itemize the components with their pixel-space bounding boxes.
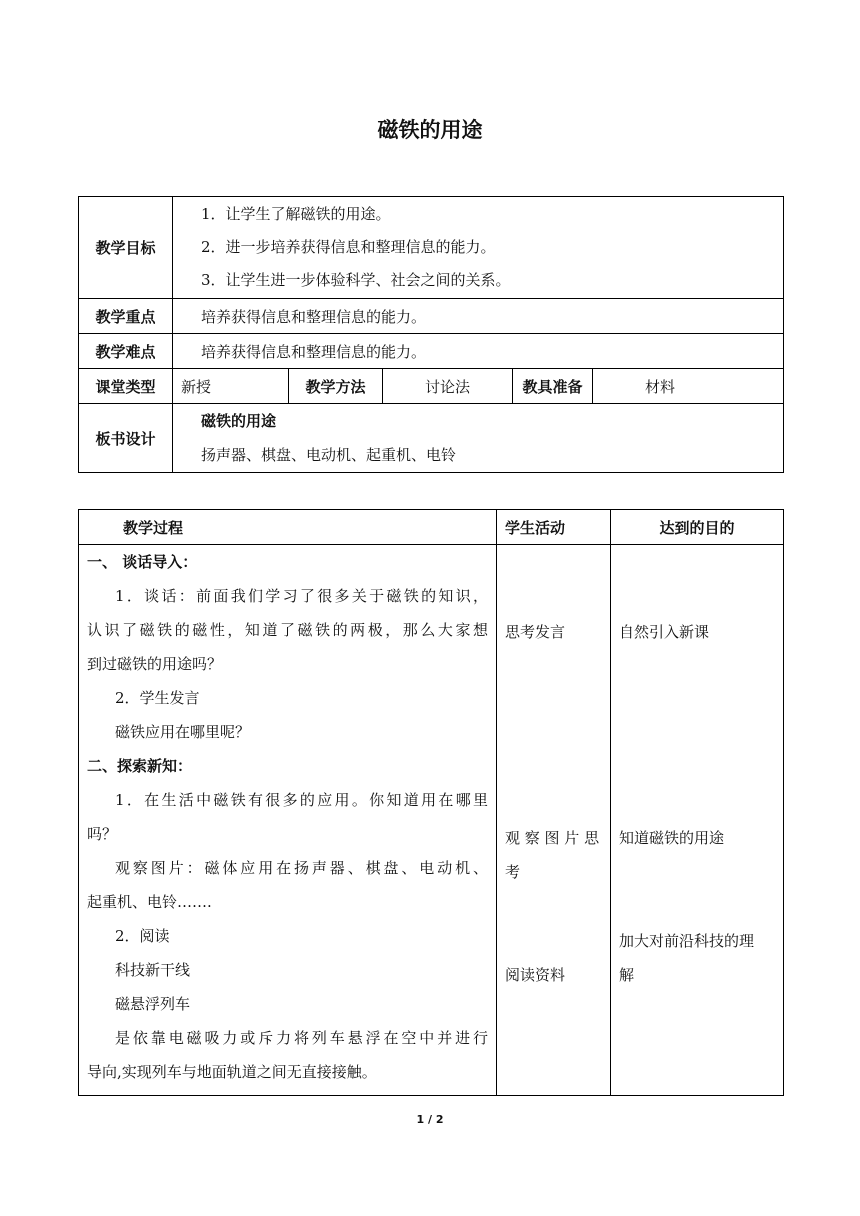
difficulty-label: 教学难点 bbox=[79, 334, 173, 369]
goal-text: 自然引入新课 bbox=[619, 623, 710, 641]
content-row bbox=[79, 545, 784, 1096]
teaching-process-table bbox=[78, 509, 784, 1096]
paragraph-line: 到过磁铁的用途吗？ bbox=[87, 655, 223, 673]
lesson-info-table bbox=[78, 196, 784, 473]
paragraph-line: 吗？ bbox=[87, 825, 118, 843]
goal-text: 加大对前沿科技的理 bbox=[619, 932, 755, 950]
header-goal: 达到的目的 bbox=[611, 510, 784, 545]
paragraph-line: 是依靠电磁吸力或斥力将列车悬浮在空中并进行 bbox=[115, 1029, 488, 1047]
activity-text: 思考发言 bbox=[505, 623, 566, 641]
section-heading: 二、探索新知： bbox=[87, 757, 193, 775]
lesson-type-label: 课堂类型 bbox=[79, 369, 173, 404]
focus-value: 培养获得信息和整理信息的能力。 bbox=[173, 299, 784, 334]
page-number: 1 / 2 bbox=[416, 1113, 444, 1126]
paragraph-line: 2．阅读 bbox=[115, 927, 170, 945]
tools-label: 教具准备 bbox=[513, 369, 593, 404]
page-title: 磁铁的用途 bbox=[377, 118, 483, 142]
goals-row bbox=[79, 197, 784, 299]
paragraph-line: 1．谈话：前面我们学习了很多关于磁铁的知识， bbox=[115, 587, 488, 605]
board-items: 扬声器、棋盘、电动机、起重机、电铃 bbox=[201, 446, 457, 464]
activity-text: 考 bbox=[505, 863, 521, 881]
paragraph-line: 2．学生发言 bbox=[115, 689, 200, 707]
goals-cell bbox=[173, 197, 784, 299]
board-label: 板书设计 bbox=[79, 404, 173, 473]
header-process: 教学过程 bbox=[79, 510, 497, 545]
paragraph-line: 科技新干线 bbox=[115, 961, 191, 979]
difficulty-row bbox=[79, 334, 784, 369]
section-heading: 一、 谈话导入： bbox=[87, 553, 198, 571]
paragraph-line: 磁悬浮列车 bbox=[115, 995, 191, 1013]
paragraph-line: 1．在生活中磁铁有很多的应用。你知道用在哪里 bbox=[115, 791, 488, 809]
paragraph-line: 观察图片：磁体应用在扬声器、棋盘、电动机、 bbox=[115, 859, 488, 877]
activity-text: 阅读资料 bbox=[505, 966, 566, 984]
board-row bbox=[79, 404, 784, 473]
goal-text: 解 bbox=[619, 966, 635, 984]
goals-label: 教学目标 bbox=[79, 197, 173, 299]
tools-value: 材料 bbox=[593, 369, 784, 404]
process-cell bbox=[79, 545, 497, 1096]
lesson-type-value: 新授 bbox=[173, 369, 289, 404]
activity-text: 观 察 图 片 思 bbox=[505, 829, 600, 847]
difficulty-value: 培养获得信息和整理信息的能力。 bbox=[173, 334, 784, 369]
goal-item: 1．让学生了解磁铁的用途。 bbox=[201, 205, 391, 223]
board-title: 磁铁的用途 bbox=[201, 412, 277, 430]
paragraph-line: 导向,实现列车与地面轨道之间无直接接触。 bbox=[87, 1063, 377, 1081]
method-value: 讨论法 bbox=[383, 369, 513, 404]
goal-cell bbox=[611, 545, 784, 1096]
focus-row bbox=[79, 299, 784, 334]
focus-label: 教学重点 bbox=[79, 299, 173, 334]
header-row bbox=[79, 510, 784, 545]
board-cell bbox=[173, 404, 784, 473]
method-label: 教学方法 bbox=[289, 369, 383, 404]
goal-item: 2．进一步培养获得信息和整理信息的能力。 bbox=[201, 238, 496, 256]
header-activity: 学生活动 bbox=[497, 510, 611, 545]
paragraph-line: 起重机、电铃……. bbox=[87, 893, 212, 911]
activity-cell bbox=[497, 545, 611, 1096]
goal-item: 3．让学生进一步体验科学、社会之间的关系。 bbox=[201, 271, 511, 289]
goal-text: 知道磁铁的用途 bbox=[619, 829, 725, 847]
paragraph-line: 认识了磁铁的磁性，知道了磁铁的两极，那么大家想 bbox=[87, 621, 488, 639]
paragraph-line: 磁铁应用在哪里呢？ bbox=[115, 723, 251, 741]
lesson-meta-row bbox=[79, 369, 784, 404]
